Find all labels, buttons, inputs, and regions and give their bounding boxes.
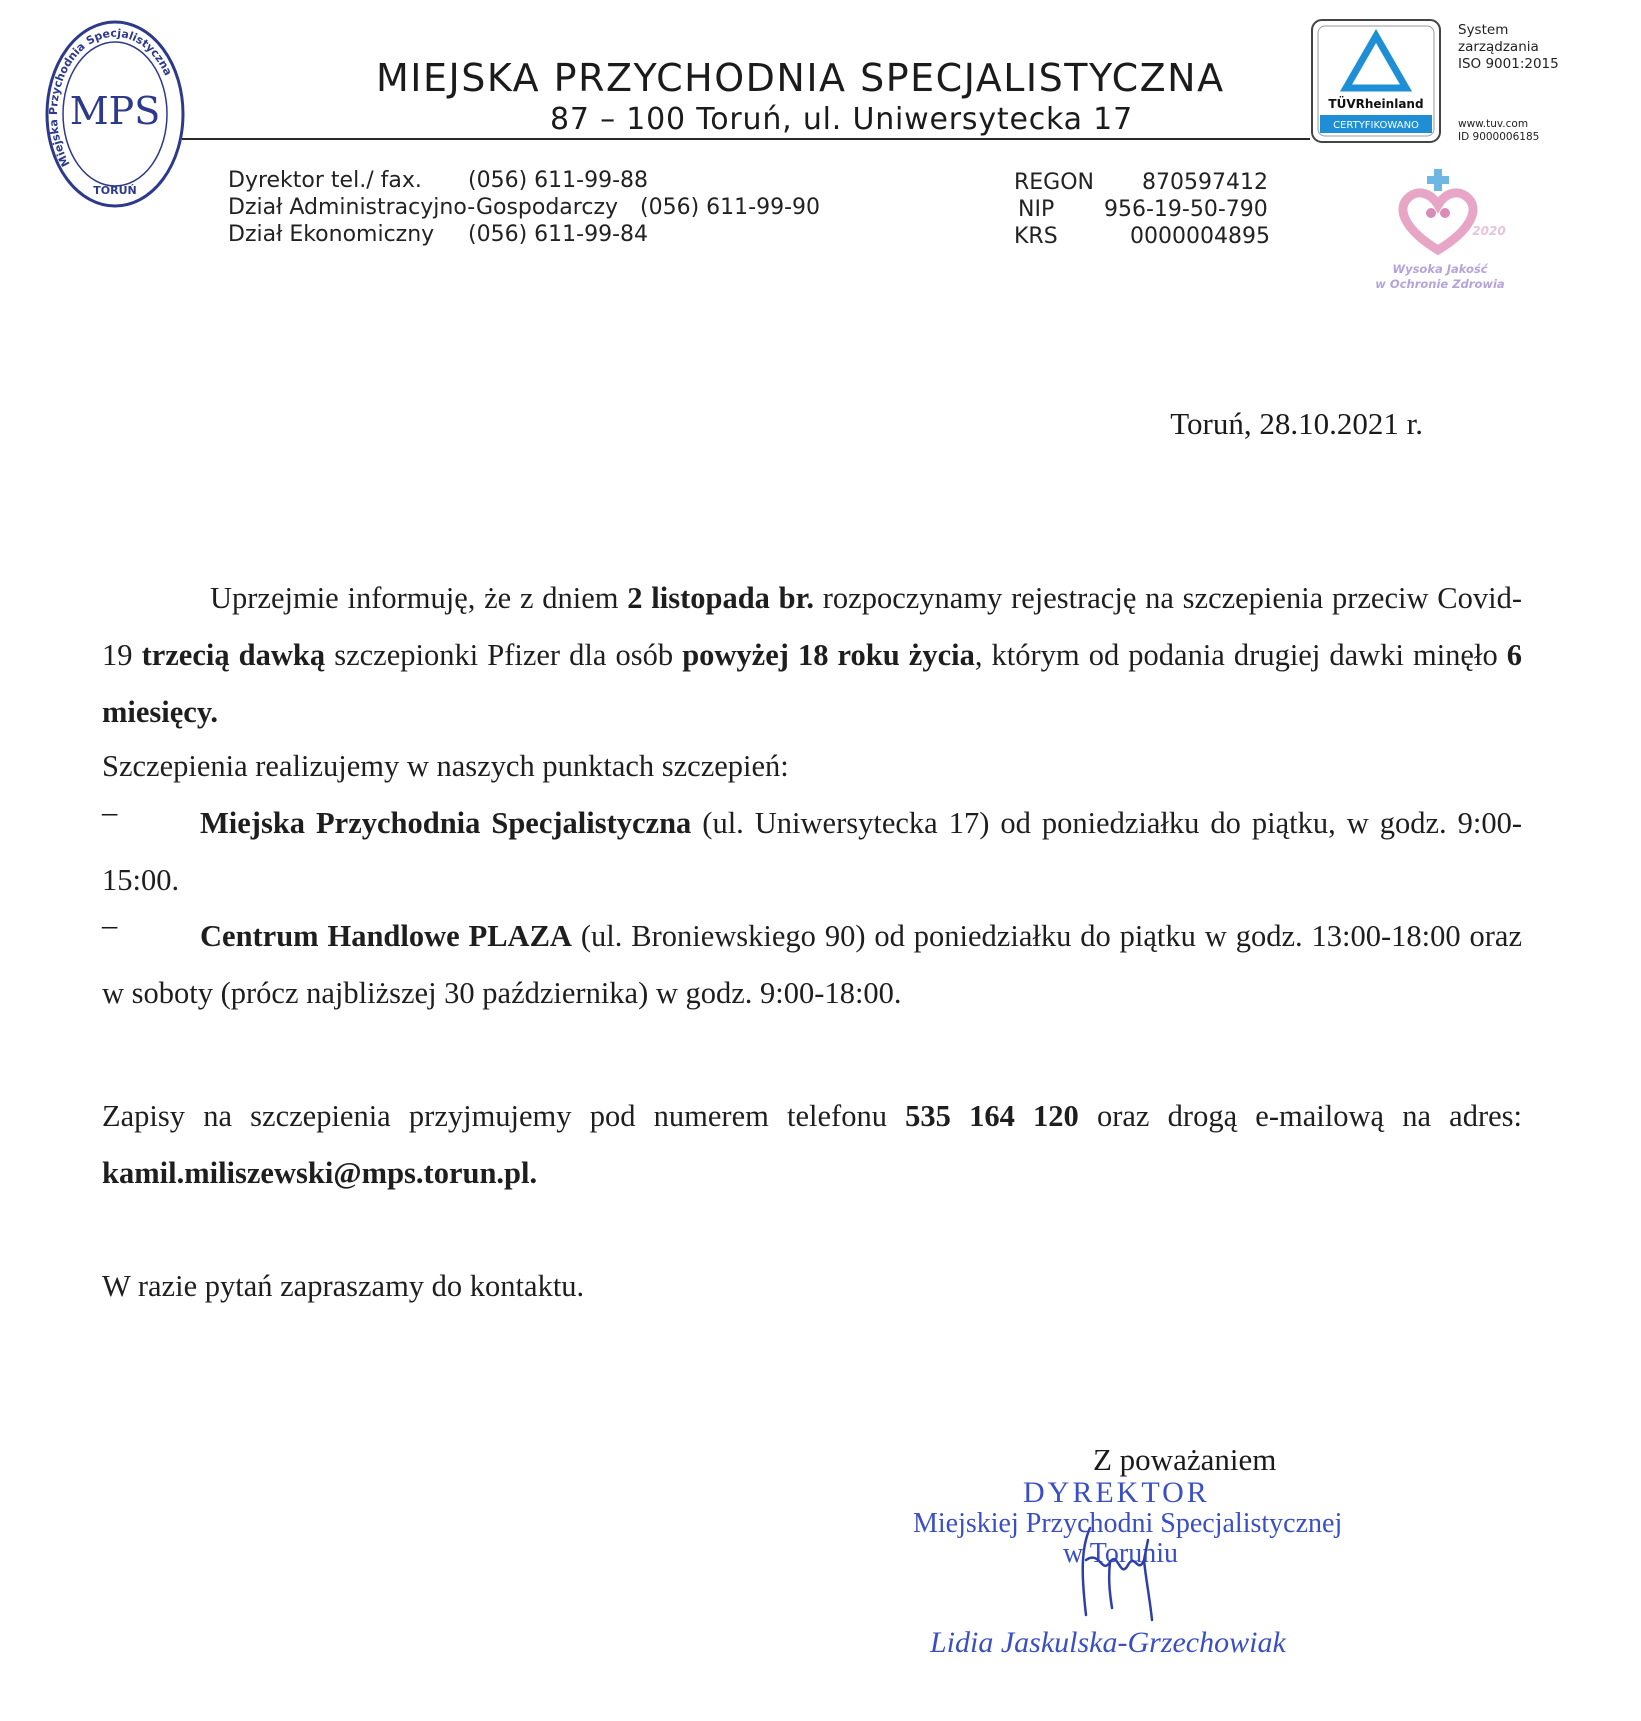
letter-date: Toruń, 28.10.2021 r. (1170, 406, 1423, 441)
closing: Z poważaniem (1093, 1442, 1277, 1477)
closing-question: W razie pytań zapraszamy do kontaktu. (102, 1269, 585, 1303)
registration-email: kamil.miliszewski@mps.torun.pl. (102, 1156, 538, 1190)
logo-monogram: MPS (69, 89, 161, 133)
point-details: (ul. Broniewskiego 90) od poniedziałku do piątku w godz. 13:00-18:00 oraz w soboty (prócz najbliższej 30 października) w godz. 9:00-18:00. (102, 919, 1522, 1010)
bullet-dash: – (102, 795, 118, 829)
intro-text: rozpoczynamy rejestrację na szczepienia przeciw Covid-19 (102, 581, 1522, 672)
intro-dose: trzecią dawką (141, 638, 326, 672)
quality-heart-logo (1385, 165, 1515, 265)
registration-phone: 535 164 120 (905, 1099, 1079, 1133)
vaccination-point-1 (102, 795, 1522, 909)
iso-line: ISO 9001:2015 (1458, 56, 1559, 72)
mps-logo (40, 14, 190, 214)
registry-label: NIP (1018, 197, 1055, 222)
intro-start-date: 2 listopada br. (627, 581, 815, 615)
registry-value: 956-19-50-790 (1104, 197, 1268, 222)
contact-number: (056) 611-99-84 (468, 222, 649, 247)
intro-text: Uprzejmie informuję, że z dniem (210, 581, 628, 615)
tuv-certification-badge (1310, 18, 1442, 144)
registry-label: REGON (1014, 170, 1095, 195)
tuv-badge-label: CERTYFIKOWANO (1333, 120, 1419, 131)
contact-label: Dyrektor tel./ fax. (228, 168, 422, 193)
registration-text: oraz drogą e-mailową na adres: (1078, 1099, 1522, 1133)
iso-line: zarządzania (1458, 39, 1539, 55)
intro-text: szczepionki Pfizer dla osób (325, 638, 683, 672)
org-name: MIEJSKA PRZYCHODNIA SPECJALISTYCZNA (376, 56, 1225, 100)
iso-system-text (1458, 22, 1559, 73)
logo-city: TORUŃ (93, 184, 137, 197)
quality-caption-line: Wysoka Jakość (1392, 262, 1488, 276)
org-address: 87 – 100 Toruń, ul. Uniwersytecka 17 (550, 102, 1133, 137)
intro-text: , którym od podania drugiej dawki minęło (974, 638, 1507, 672)
signatory-name: Lidia Jaskulska-Grzechowiak (930, 1626, 1286, 1659)
stamp-org: Miejskiej Przychodni Specjalistycznej (913, 1508, 1343, 1539)
registration-paragraph (102, 1088, 1522, 1202)
stamp-title: DYREKTOR (1023, 1476, 1210, 1509)
point-name: Miejska Przychodnia Specjalistyczna (200, 806, 692, 840)
tuv-website: www.tuv.com (1458, 118, 1529, 130)
registry-label: KRS (1014, 224, 1058, 249)
quality-caption (1360, 262, 1520, 292)
header-rule (182, 138, 1310, 140)
intro-paragraph (102, 570, 1522, 741)
point-details: (ul. Uniwersytecka 17) od poniedziałku do piątku, w godz. 9:00-15:00. (102, 806, 1522, 897)
iso-line: System (1458, 22, 1509, 38)
registry-value: 0000004895 (1130, 224, 1270, 249)
registration-text: Zapisy na szczepienia przyjmujemy pod numerem telefonu (102, 1099, 906, 1133)
tuv-contact (1458, 118, 1539, 144)
intro-interval: 6 miesięcy. (102, 638, 1523, 729)
points-intro: Szczepienia realizujemy w naszych punktach szczepień: (102, 749, 789, 783)
bullet-dash: – (102, 908, 118, 942)
contact-label: Dział Ekonomiczny (228, 222, 435, 247)
contact-number: (056) 611-99-88 (468, 168, 649, 193)
stamp-city: w Toruniu (1063, 1538, 1178, 1569)
tuv-id: ID 9000006185 (1458, 131, 1540, 143)
intro-age: powyżej 18 roku życia (682, 638, 975, 672)
cross-icon (1427, 169, 1449, 191)
contact-number: (056) 611-99-90 (640, 195, 821, 220)
heart-icon (1403, 193, 1473, 250)
handwritten-signature (1040, 1520, 1190, 1630)
quality-year: 2020 (1472, 224, 1506, 238)
point-name: Centrum Handlowe PLAZA (200, 919, 572, 953)
contact-label: Dział Administracyjno-Gospodarczy (228, 195, 619, 220)
registry-value: 870597412 (1142, 170, 1268, 195)
vaccination-point-2 (102, 908, 1522, 1022)
quality-caption-line: w Ochronie Zdrowia (1375, 277, 1505, 291)
logo-ring-text: Miejska Przychodnia Specjalistyczna (46, 26, 175, 169)
tuv-brand: TÜVRheinland (1328, 97, 1424, 111)
